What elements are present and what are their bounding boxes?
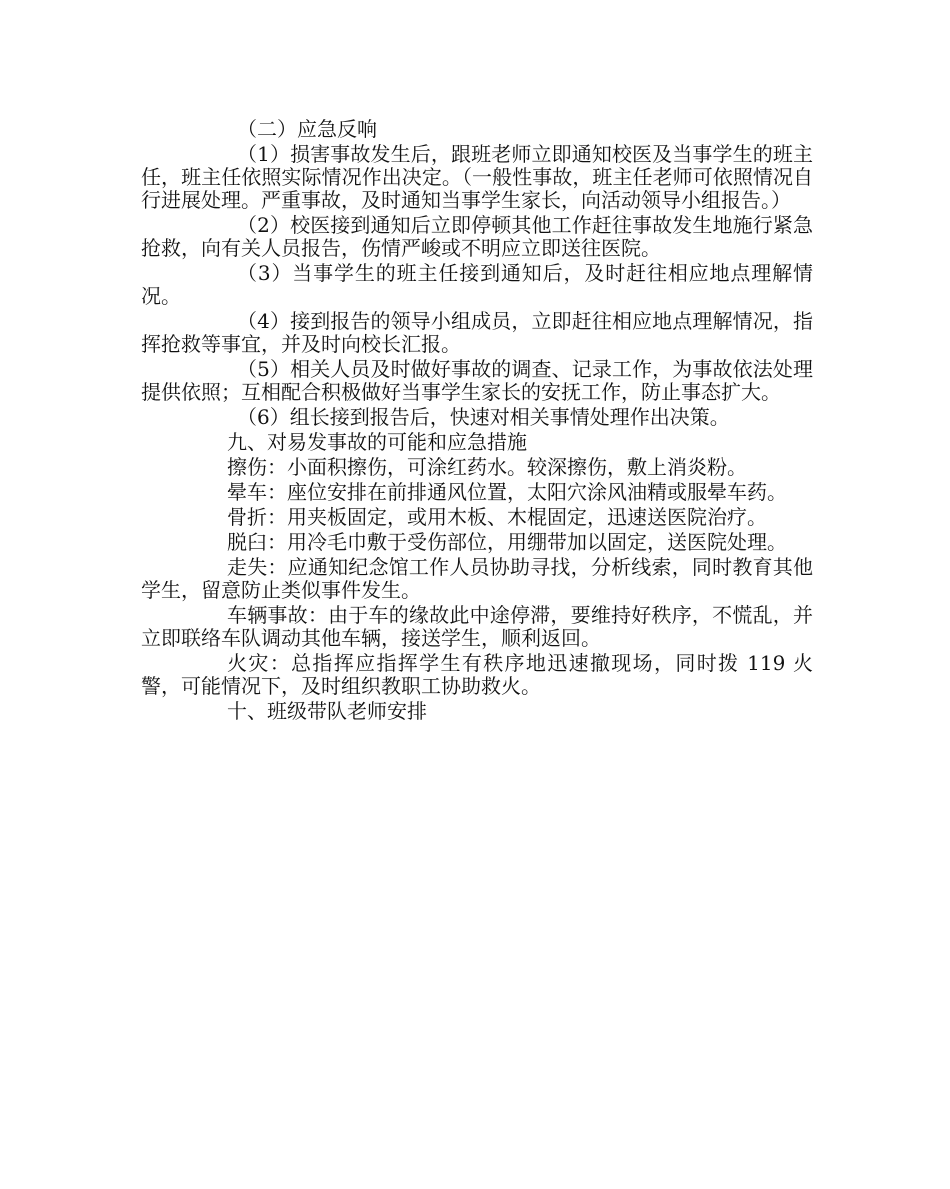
- paragraph-step-6: （6）组长接到报告后，快速对相关事情处理作出决策。: [237, 405, 730, 429]
- paragraph-step-1: （1）损害事故发生后，跟班老师立即通知校医及当事学生的班主任，班主任依照实际情况作出决定。（一般性事故，班主任老师可依照情况自行进展处理。严重事故，及时通知当事学生家长，向活动领导小组报告。）: [141, 142, 813, 212]
- paragraph-step-5: （5）相关人员及时做好事故的调查、记录工作，为事故依法处理提供依照；互相配合积极做好当事学生家长的安抚工作，防止事态扩大。: [141, 357, 813, 404]
- paragraph-dislocation: 脱臼：用冷毛巾敷于受伤部位，用绷带加以固定，送医院处理。: [227, 530, 787, 554]
- paragraph-carsickness: 晕车：座位安排在前排通风位置，太阳穴涂风油精或服晕车药。: [227, 480, 787, 504]
- section-heading-teacher-arrangement: 十、班级带队老师安排: [227, 699, 427, 723]
- paragraph-step-3: （3）当事学生的班主任接到通知后，及时赶往相应地点理解情况。: [141, 261, 813, 308]
- paragraph-vehicle-accident: 车辆事故：由于车的缘故此中途停滞，要维持好秩序，不慌乱，并立即联络车队调动其他车辆，接送学生，顺利返回。: [141, 603, 813, 650]
- document-body: [141, 118, 813, 725]
- paragraph-fracture: 骨折：用夹板固定，或用木板、木棍固定，迅速送医院治疗。: [227, 505, 767, 529]
- paragraph-abrasion: 擦伤：小面积擦伤，可涂红药水。较深擦伤，敷上消炎粉。: [227, 455, 747, 479]
- section-heading-emergency-response: （二）应急反响: [237, 117, 377, 141]
- paragraph-fire: 火灾：总指挥应指挥学生有秩序地迅速撤现场，同时拨 119 火警，可能情况下，及时组织教职工协助救火。: [141, 651, 813, 698]
- paragraph-step-4: （4）接到报告的领导小组成员，立即赶往相应地点理解情况，指挥抢救等事宜，并及时向校长汇报。: [141, 309, 813, 356]
- paragraph-step-2: （2）校医接到通知后立即停顿其他工作赶往事故发生地施行紧急抢救，向有关人员报告，伤情严峻或不明应立即送往医院。: [141, 213, 813, 260]
- section-heading-accident-measures: 九、对易发事故的可能和应急措施: [227, 430, 527, 454]
- paragraph-lost-student: 走失：应通知纪念馆工作人员协助寻找，分析线索，同时教育其他学生，留意防止类似事件发生。: [141, 555, 813, 602]
